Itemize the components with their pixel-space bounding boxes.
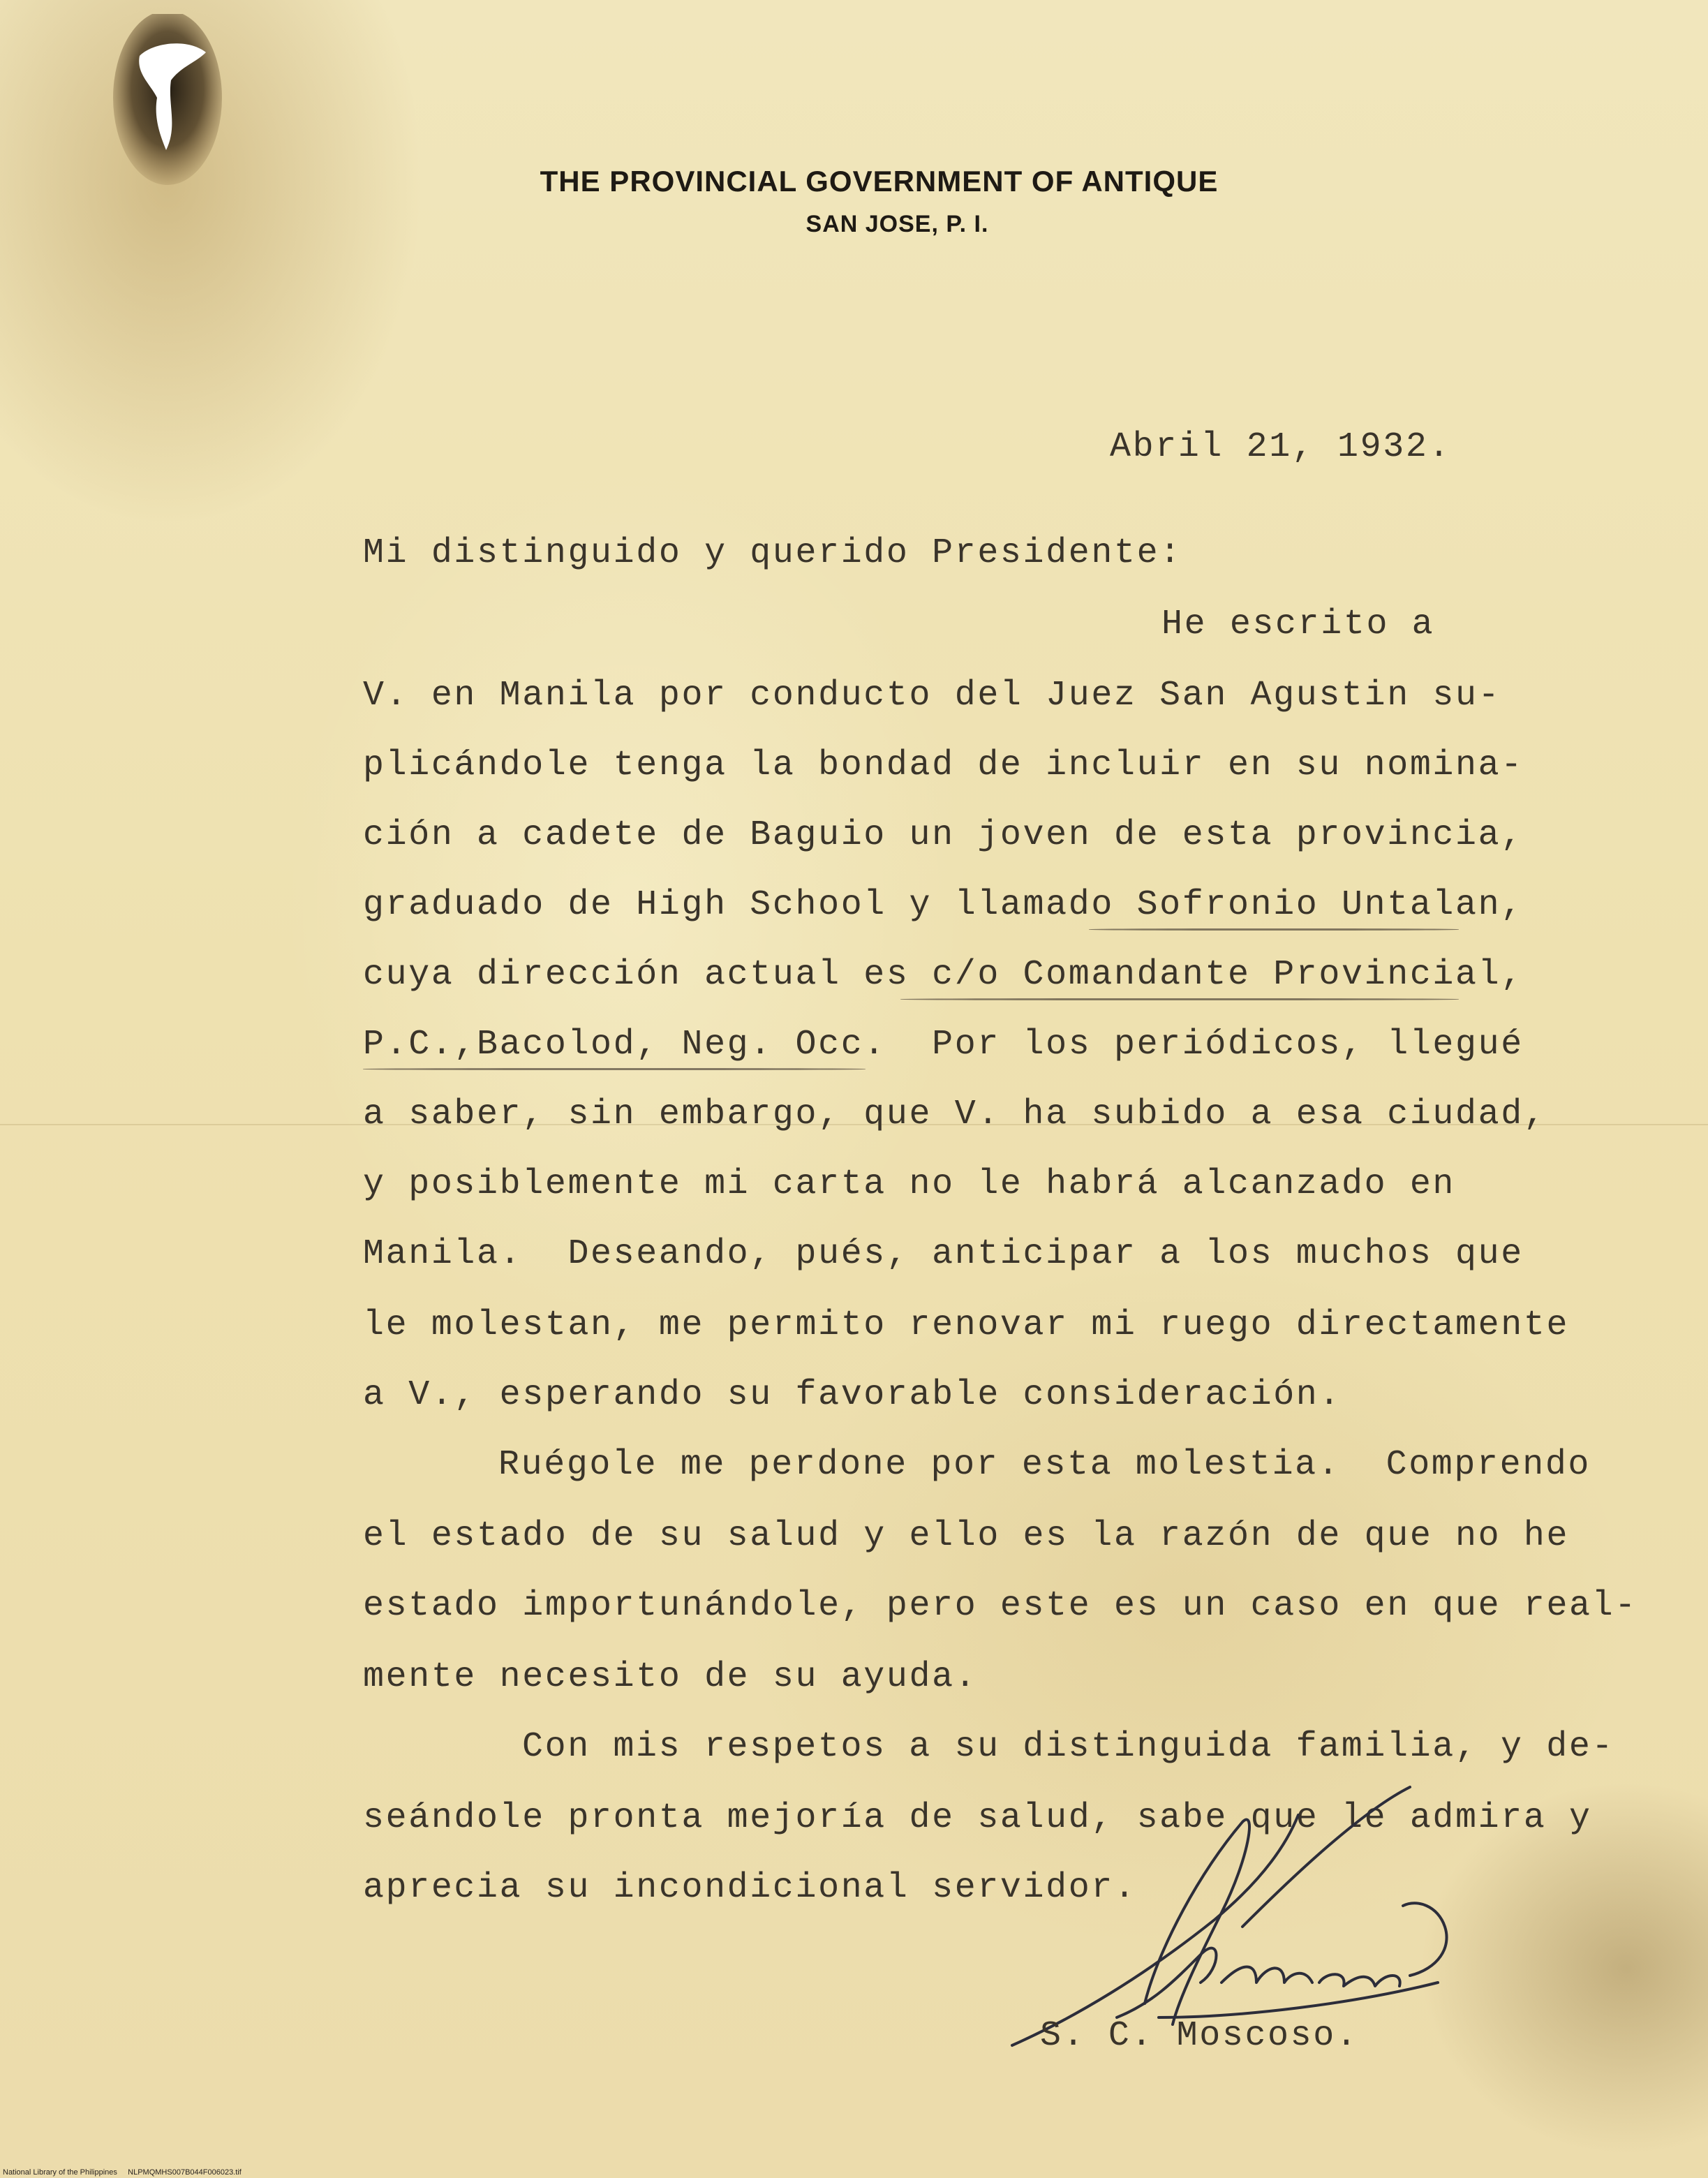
letterhead-subtitle: SAN JOSE, P. I. [805,211,989,237]
body-line: plicándole tenga la bondad de incluir en su nomina- [363,746,1524,785]
body-line: le molestan, me permito renovar mi ruego directamente [363,1305,1570,1345]
body-line: a V., esperando su favorable consideración. [363,1375,1342,1415]
body-line: a saber, sin embargo, que V. ha subido a esa ciudad, [363,1095,1547,1134]
body-line: He escrito a [1161,605,1435,644]
signatory-name: S. C. Moscoso. [1040,2016,1359,2056]
body-line: estado importunándole, pero este es un caso en que real- [363,1586,1638,1626]
body-line: cuya dirección actual es c/o Comandante Provincial, [363,955,1524,995]
letter-date: Abril 21, 1932. [1110,427,1452,467]
archive-caption: National Library of the Philippines NLPMQMHS007B044F006023.tif [3,2168,242,2177]
body-line: graduado de High School y llamado Sofronio Untalan, [363,885,1524,925]
body-line: el estado de su salud y ello es la razón de que no he [363,1516,1570,1556]
body-line: Manila. Deseando, pués, anticipar a los muchos que [363,1234,1524,1274]
body-line: V. en Manila por conducto del Juez San Agustin su- [363,676,1501,716]
pencil-underline [363,1068,866,1070]
pencil-underline [900,998,1459,1000]
body-line: y posiblemente mi carta no le habrá alcanzado en [363,1164,1456,1204]
pencil-underline [1089,928,1459,931]
salutation: Mi distinguido y querido Presidente: [363,533,1182,573]
body-line: Ruégole me perdone por esta molestia. Comprendo [498,1445,1591,1485]
body-line: Con mis respetos a su distinguida familia, y de- [522,1727,1615,1767]
body-line: seándole pronta mejoría de salud, sabe que le admira y [363,1798,1592,1838]
letterhead-title: THE PROVINCIAL GOVERNMENT OF ANTIQUE [540,165,1219,198]
body-line: mente necesito de su ayuda. [363,1657,978,1697]
body-line: P.C.,Bacolod, Neg. Occ. Por los periódicos, llegué [363,1025,1524,1065]
body-line: aprecia su incondicional servidor. [363,1868,1137,1908]
body-line: ción a cadete de Baguio un joven de esta provincia, [363,815,1524,855]
